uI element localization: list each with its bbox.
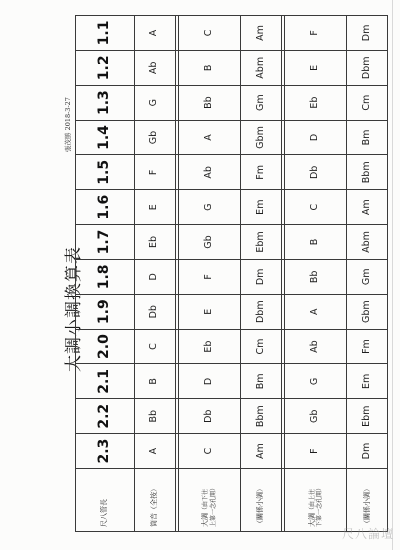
- table-cell: Db: [179, 399, 241, 434]
- table-cell: Bm: [346, 120, 387, 155]
- key-conversion-table: [75, 15, 388, 532]
- row-label-text: 大調: [307, 513, 316, 527]
- row-label: [134, 469, 175, 532]
- table-cell: F: [285, 434, 347, 469]
- table-cell: E: [134, 190, 175, 225]
- table-cell: Dm: [346, 434, 387, 469]
- table-cell: Db: [134, 294, 175, 329]
- row-label-text: 筒音（全按）: [150, 485, 159, 527]
- header-cell: 1.8: [76, 259, 135, 294]
- row-label-text: 大調: [201, 513, 210, 527]
- header-cell: 1.7: [76, 225, 135, 260]
- table-cell: Fm: [240, 155, 281, 190]
- table-row-fundamental: [134, 16, 175, 532]
- table-cell: Ab: [179, 155, 241, 190]
- table-cell: F: [179, 259, 241, 294]
- table-cell: A: [134, 434, 175, 469]
- table-cell: G: [179, 190, 241, 225]
- table-cell: C: [134, 329, 175, 364]
- header-cell: 1.3: [76, 85, 135, 120]
- table-cell: E: [285, 50, 347, 85]
- table-cell: Eb: [134, 225, 175, 260]
- row-label-text: （關係小調）: [362, 485, 371, 527]
- row-label-sub: （由下往: [202, 488, 210, 513]
- scan-edge-line: [392, 0, 393, 550]
- table-cell: B: [134, 364, 175, 399]
- table-cell: Em: [240, 190, 281, 225]
- table-cell: D: [179, 364, 241, 399]
- table-cell: Bb: [134, 399, 175, 434]
- row-label-text: （關係小調）: [256, 485, 265, 527]
- table-cell: Gbm: [240, 120, 281, 155]
- table-cell: Gbm: [346, 294, 387, 329]
- table-cell: Ebm: [240, 225, 281, 260]
- table-cell: Am: [346, 190, 387, 225]
- table-cell: Eb: [179, 329, 241, 364]
- row-label: [346, 469, 387, 532]
- table-cell: Cm: [240, 329, 281, 364]
- table-cell: D: [134, 259, 175, 294]
- row-label-sub: （由上往: [308, 488, 316, 513]
- table-cell: A: [134, 16, 175, 51]
- table-cell: G: [285, 364, 347, 399]
- table-cell: A: [179, 120, 241, 155]
- table-cell: Ebm: [346, 399, 387, 434]
- table-cell: Cm: [346, 85, 387, 120]
- row-label: [285, 469, 347, 532]
- table-cell: B: [285, 225, 347, 260]
- table-cell: Bbm: [346, 155, 387, 190]
- header-cell: 1.9: [76, 294, 135, 329]
- table-cell: Bb: [285, 259, 347, 294]
- table-cell: C: [285, 190, 347, 225]
- table-cell: Em: [346, 364, 387, 399]
- table-cell: Gb: [179, 225, 241, 260]
- table-cell: Abm: [346, 225, 387, 260]
- table-row-major-upper: [285, 16, 347, 532]
- table-cell: Db: [285, 155, 347, 190]
- table-cell: Dbm: [240, 294, 281, 329]
- table-row-major-lower: [179, 16, 241, 532]
- table-cell: D: [285, 120, 347, 155]
- table-cell: Dbm: [346, 50, 387, 85]
- header-label: 尺八管長: [76, 469, 135, 532]
- table-cell: Gm: [240, 85, 281, 120]
- table-cell: Gb: [134, 120, 175, 155]
- table-cell: Bb: [179, 85, 241, 120]
- header-cell: 1.2: [76, 50, 135, 85]
- table-cell: G: [134, 85, 175, 120]
- table-cell: Gm: [346, 259, 387, 294]
- row-label-note: 上第一念孔開）: [210, 484, 218, 527]
- table-cell: A: [285, 294, 347, 329]
- row-label: [179, 469, 241, 532]
- table-cell: B: [179, 50, 241, 85]
- site-watermark: 尺八論壇: [341, 527, 394, 541]
- table-cell: Ab: [285, 329, 347, 364]
- header-cell: 1.1: [76, 16, 135, 51]
- row-label-note: 下第一念孔開）: [316, 484, 324, 527]
- table-cell: E: [179, 294, 241, 329]
- table-cell: Dm: [346, 16, 387, 51]
- table-cell: Gb: [285, 399, 347, 434]
- header-cell: 2.3: [76, 434, 135, 469]
- table-cell: Bm: [240, 364, 281, 399]
- header-cell: 2.0: [76, 329, 135, 364]
- table-cell: Eb: [285, 85, 347, 120]
- header-cell: 1.5: [76, 155, 135, 190]
- table-cell: Am: [240, 16, 281, 51]
- table-cell: C: [179, 434, 241, 469]
- table-cell: Ab: [134, 50, 175, 85]
- table-row-relative-minor-lower: [240, 16, 281, 532]
- header-row: [76, 16, 135, 532]
- table-cell: F: [285, 16, 347, 51]
- row-label: [240, 469, 281, 532]
- header-cell: 1.6: [76, 190, 135, 225]
- table-cell: Am: [240, 434, 281, 469]
- header-cell: 2.2: [76, 399, 135, 434]
- rotated-sheet: [59, 15, 388, 532]
- table-cell: Abm: [240, 50, 281, 85]
- author-date-note: 張茂勝 2018-3-27: [64, 97, 72, 152]
- table-row-relative-minor-upper: [346, 16, 387, 532]
- table-cell: C: [179, 16, 241, 51]
- table-cell: Bbm: [240, 399, 281, 434]
- header-cell: 1.4: [76, 120, 135, 155]
- page-title: 大調小調換算表: [64, 246, 84, 372]
- table-cell: Dm: [240, 259, 281, 294]
- table-cell: Fm: [346, 329, 387, 364]
- table-cell: F: [134, 155, 175, 190]
- header-cell: 2.1: [76, 364, 135, 399]
